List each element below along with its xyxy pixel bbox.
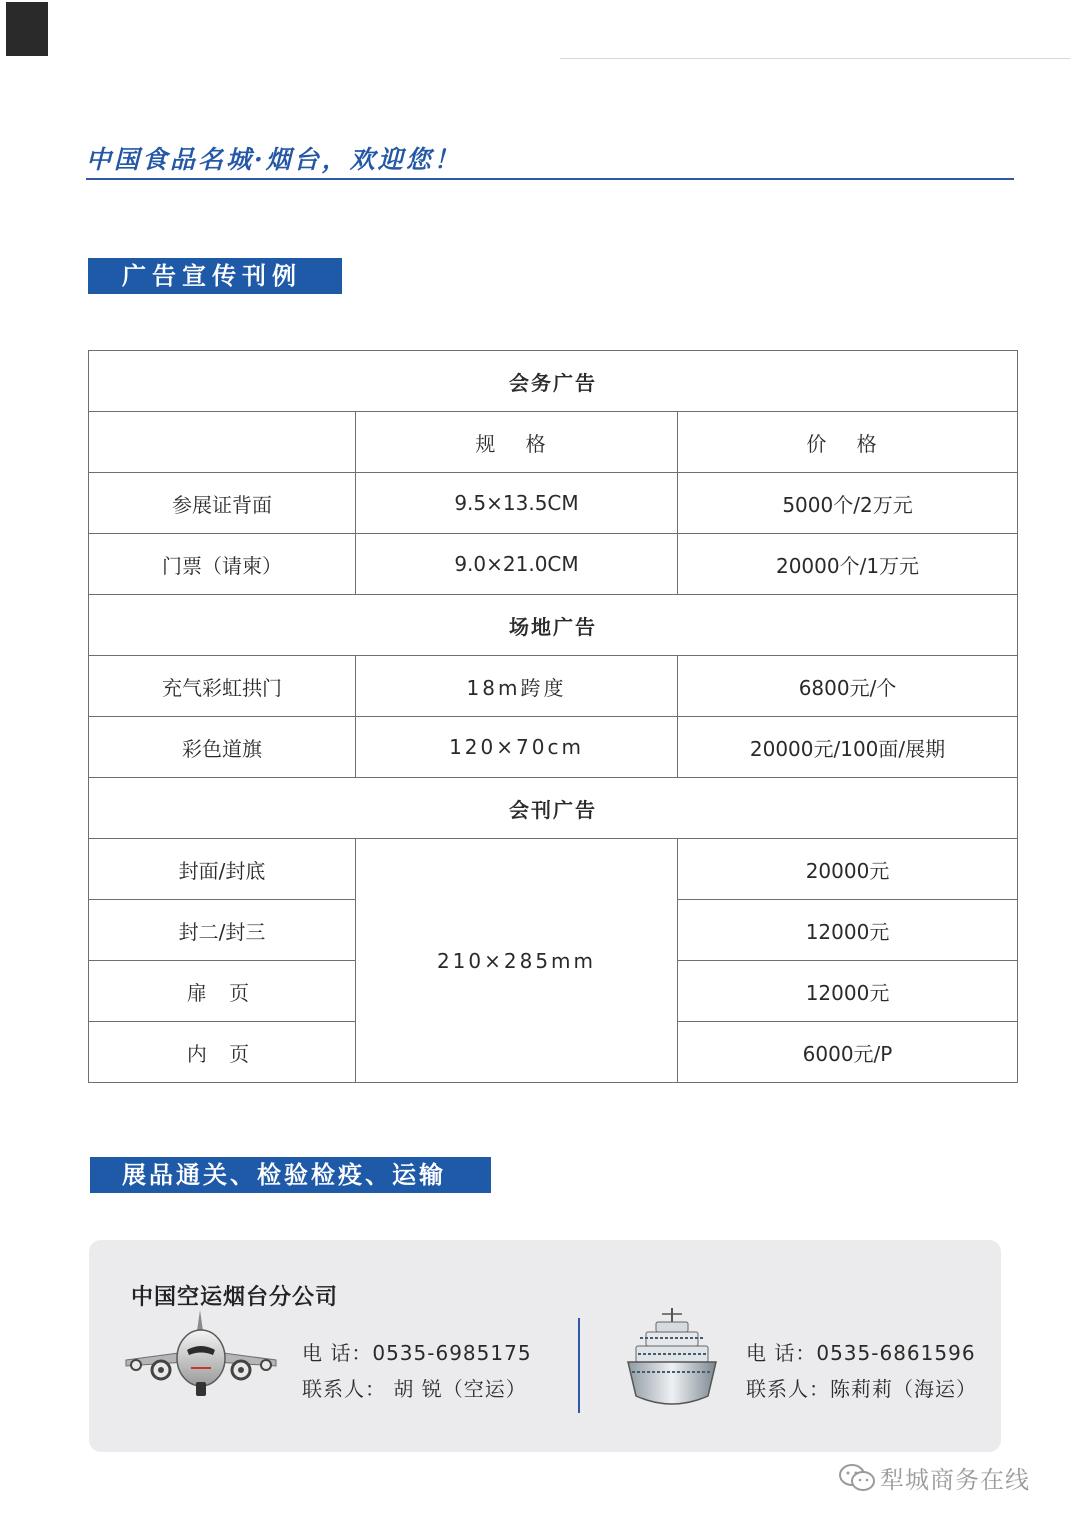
ad-section-title: 广告宣传刊例 [88, 258, 342, 294]
table-row [89, 595, 1018, 656]
table-row [89, 656, 1018, 717]
price-cell: 20000元 [678, 839, 1018, 900]
wechat-icon [838, 1463, 876, 1493]
corner-mark [6, 2, 48, 56]
item-cell: 内 页 [89, 1022, 356, 1083]
spec-cell: 120×70cm [356, 717, 678, 778]
airplane-icon [116, 1308, 286, 1400]
spec-cell: 9.0×21.0CM [356, 534, 678, 595]
item-cell: 彩色道旗 [89, 717, 356, 778]
price-cell: 12000元 [678, 900, 1018, 961]
table-row [89, 351, 1018, 412]
table-header-row [89, 412, 1018, 473]
item-cell: 参展证背面 [89, 473, 356, 534]
ad-rate-table [88, 350, 1018, 1083]
price-cell: 5000个/2万元 [678, 473, 1018, 534]
spec-column-header: 规 格 [356, 412, 678, 473]
company-name: 中国空运烟台分公司 [131, 1285, 339, 1310]
price-cell: 6800元/个 [678, 656, 1018, 717]
price-cell: 12000元 [678, 961, 1018, 1022]
table-row [89, 839, 1018, 900]
spec-cell: 18m跨度 [356, 656, 678, 717]
sea-phone: 电 话：0535-6861596 [746, 1341, 976, 1365]
item-cell: 封面/封底 [89, 839, 356, 900]
contact-divider [578, 1318, 580, 1413]
watermark-text: 犁城商务在线 [880, 1466, 1030, 1494]
item-cell: 充气彩虹拱门 [89, 656, 356, 717]
meeting-ad-title: 会务广告 [89, 351, 1018, 412]
header-slogan: 中国食品名城·烟台，欢迎您！ [86, 145, 462, 174]
table-row [89, 717, 1018, 778]
table-row [89, 778, 1018, 839]
price-cell: 20000个/1万元 [678, 534, 1018, 595]
journal-spec-cell: 210×285mm [356, 839, 678, 1083]
journal-ad-title: 会刊广告 [89, 778, 1018, 839]
header-empty-cell [89, 412, 356, 473]
sea-contact-person: 联系人：陈莉莉（海运） [746, 1377, 977, 1401]
price-cell: 6000元/P [678, 1022, 1018, 1083]
customs-section-title: 展品通关、检验检疫、运输 [90, 1157, 491, 1193]
air-contact-person: 联系人： 胡 锐（空运） [302, 1377, 527, 1401]
venue-ad-title: 场地广告 [89, 595, 1018, 656]
slogan-rule [86, 178, 1014, 180]
top-hairline [560, 58, 1070, 59]
item-cell: 扉 页 [89, 961, 356, 1022]
price-cell: 20000元/100面/展期 [678, 717, 1018, 778]
item-cell: 封二/封三 [89, 900, 356, 961]
table-row [89, 473, 1018, 534]
ship-icon [622, 1308, 722, 1414]
item-cell: 门票（请柬） [89, 534, 356, 595]
table-row [89, 534, 1018, 595]
spec-cell: 9.5×13.5CM [356, 473, 678, 534]
price-column-header: 价 格 [678, 412, 1018, 473]
air-phone: 电 话：0535-6985175 [302, 1341, 532, 1365]
